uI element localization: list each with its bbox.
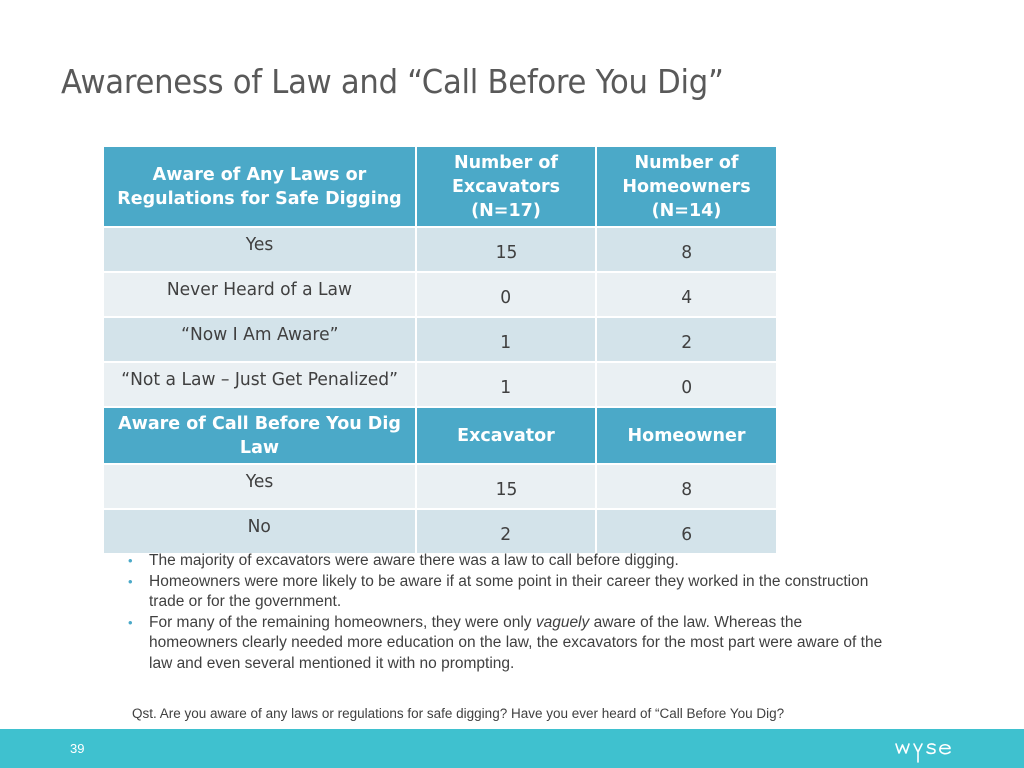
excavator-count: 1 (500, 332, 512, 353)
table-row (103, 272, 777, 317)
table-header-row (103, 146, 777, 227)
table-row (103, 227, 777, 272)
header-number-excavators: Number of Excavators (N=17) (416, 146, 596, 227)
homeowner-count: 6 (681, 524, 692, 545)
table-section-header-row (103, 407, 777, 464)
list-item (128, 551, 888, 572)
table-row (103, 509, 777, 554)
finding-text: The majority of excavators were aware there was a law to call before digging. (149, 552, 679, 569)
survey-results-table (102, 145, 778, 555)
homeowner-count: 8 (681, 479, 692, 500)
row-label: No (247, 516, 272, 537)
homeowner-count: 8 (681, 242, 692, 263)
findings-list (128, 551, 888, 674)
row-label: “Not a Law – Just Get Penalized” (121, 369, 398, 390)
homeowner-count: 2 (681, 332, 692, 353)
homeowner-count: 0 (681, 377, 692, 398)
row-label: Yes (245, 471, 274, 492)
survey-question: Qst. Are you aware of any laws or regulations for safe digging? Have you ever heard of “Call Before You Dig? (132, 706, 785, 721)
bullet-icon: • (128, 614, 133, 630)
wyse-logo-icon (894, 738, 962, 764)
table-row (103, 362, 777, 407)
finding-text: Homeowners were more likely to be aware if at some point in their career they worked in the construction trade or for the government. (149, 572, 869, 610)
finding-text-end: aware of the law. Whereas the homeowners clearly needed more education on the law, the excavators for the most part were aware of the law and even several mentioned it with no prompting. (149, 613, 883, 672)
bullet-icon: • (128, 553, 133, 568)
header-aware-call-before-you-dig: Aware of Call Before You Dig Law (103, 407, 416, 464)
table-row (103, 317, 777, 362)
excavator-count: 15 (495, 242, 517, 263)
excavator-count: 2 (500, 524, 512, 545)
row-label: Never Heard of a Law (166, 279, 353, 300)
header-homeowner: Homeowner (596, 407, 777, 464)
list-item (128, 613, 888, 675)
header-excavator: Excavator (416, 407, 596, 464)
homeowner-count: 4 (681, 287, 692, 308)
slide-title: Awareness of Law and “Call Before You Dig” (61, 62, 724, 101)
header-number-homeowners: Number of Homeowners (N=14) (596, 146, 777, 227)
row-label: Yes (245, 234, 274, 255)
footer-bar (0, 729, 1024, 768)
header-aware-laws: Aware of Any Laws or Regulations for Safe Digging (103, 146, 416, 227)
excavator-count: 0 (500, 287, 512, 308)
excavator-count: 1 (500, 377, 512, 398)
table-row (103, 464, 777, 509)
page-number: 39 (70, 741, 85, 756)
excavator-count: 15 (495, 479, 517, 500)
row-label: “Now I Am Aware” (180, 324, 339, 345)
list-item (128, 572, 888, 613)
bullet-icon: • (128, 573, 133, 589)
finding-emphasis: vaguely (535, 613, 590, 631)
finding-text-start: For many of the remaining homeowners, they were only (149, 613, 536, 631)
